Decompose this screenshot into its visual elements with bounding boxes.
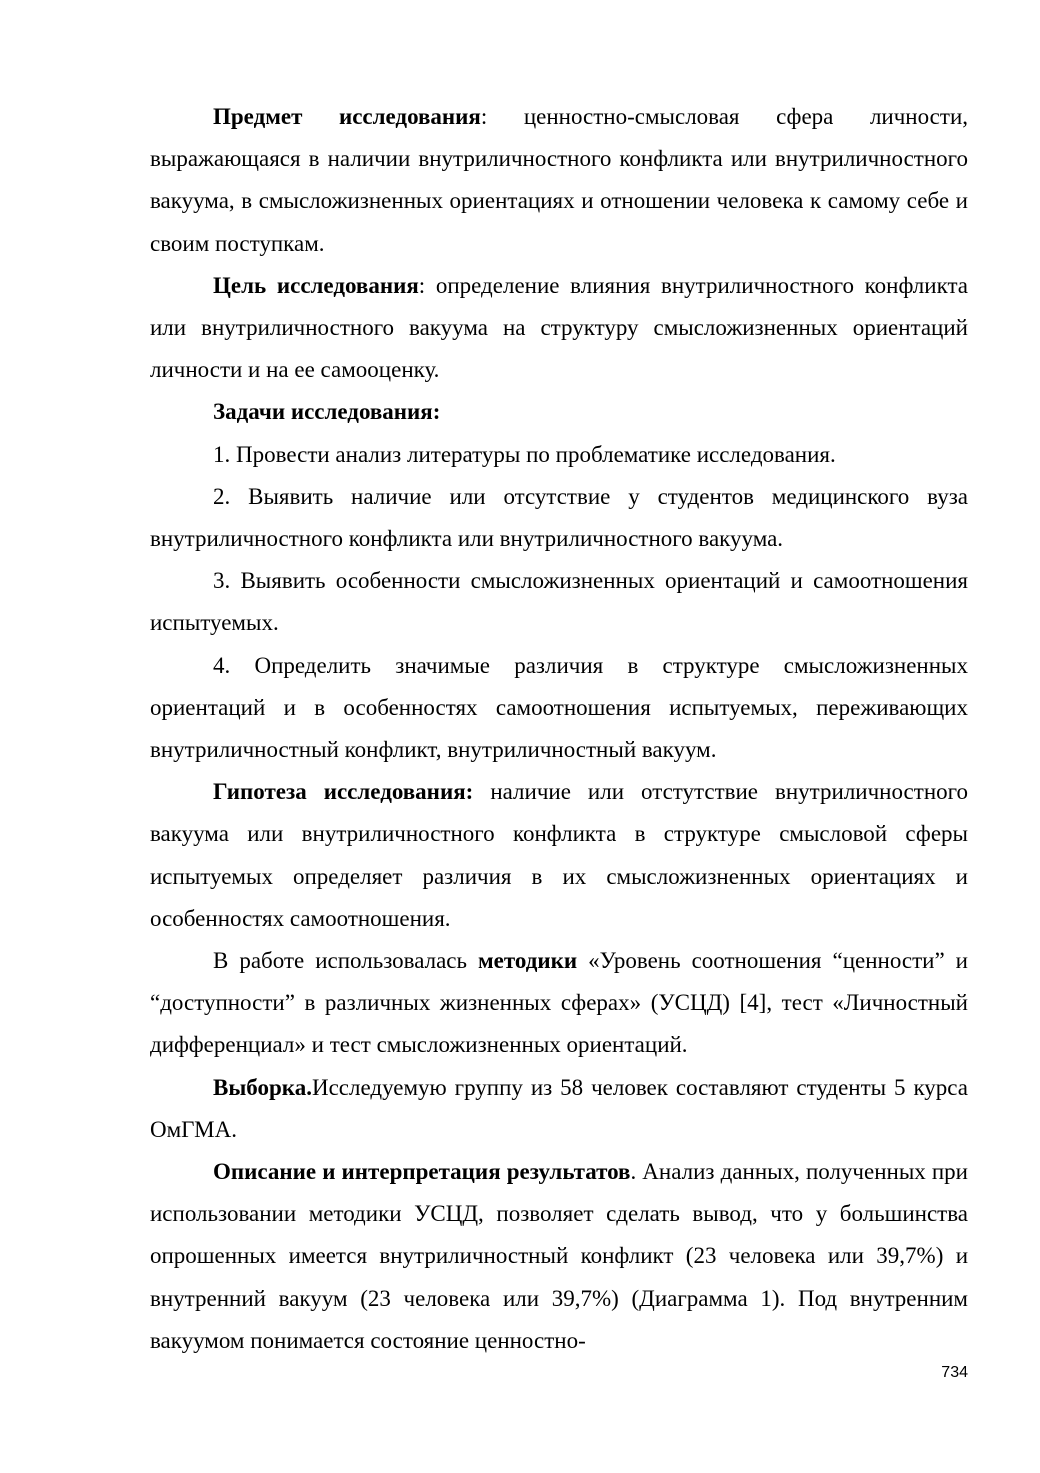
hypothesis-label: Гипотеза исследования: bbox=[213, 779, 474, 805]
task-item-4: 4. Определить значимые различия в структуре смысложизненных ориентаций и в особенностях самоотношения испытуемых, переживающих внутриличностный конфликт, внутриличностный вакуум. bbox=[150, 652, 968, 763]
sample-label: Выборка. bbox=[213, 1074, 312, 1100]
body-text bbox=[150, 96, 968, 1362]
subject-label: Предмет исследования bbox=[213, 104, 481, 129]
results-text: Анализ данных, полученных при использовании методики УСЦД, позволяет сделать вывод, что у большинства опрошенных имеется внутриличностный конфликт (23 человека или 39,7%) и внутренний вакуум (23 человека или 39,7%) (Диаграмма 1). Под внутренним вакуумом понимается состояние ценностно- bbox=[150, 1159, 968, 1353]
tasks-heading-text: Задачи исследования: bbox=[213, 399, 441, 425]
methods-paragraph bbox=[150, 940, 968, 1067]
task-item-1: 1. Провести анализ литературы по проблематике исследования. bbox=[213, 441, 836, 467]
methods-bold: методики bbox=[478, 948, 578, 974]
goal-label: Цель исследования bbox=[213, 272, 419, 298]
sample-paragraph bbox=[150, 1067, 968, 1151]
task-item-2: 2. Выявить наличие или отсутствие у студентов медицинского вуза внутриличностного конфликта или внутриличностного вакуума. bbox=[150, 483, 968, 552]
subject-text: ценностно-смысловая сфера личности, выражающаяся в наличии внутриличностного конфликта или внутриличностного вакуума, в смысложизненных ориентациях и отношении человека к самому себе и своим поступкам. bbox=[150, 104, 968, 256]
results-label: Описание и интерпретация результатов bbox=[213, 1159, 631, 1185]
task-item-3: 3. Выявить особенности смысложизненных ориентаций и самоотношения испытуемых. bbox=[150, 568, 968, 636]
hypothesis-text: наличие или отстутствие внутриличностного вакуума или внутриличностного конфликта в структуре смысловой сферы испытуемых определяет различия в их смысложизненных ориентациях и особенностях самоотношения. bbox=[150, 779, 968, 931]
subject-sep: : bbox=[480, 104, 488, 129]
tasks-heading bbox=[150, 391, 968, 433]
page-number: 734 bbox=[941, 1364, 968, 1381]
goal-text: определение влияния внутриличностного конфликта или внутриличностного вакуума на структуру смысложизненных ориентаций личности и на ее самооценку. bbox=[150, 272, 968, 383]
methods-before: В работе использовалась bbox=[213, 948, 478, 974]
subject-paragraph bbox=[150, 96, 968, 265]
methods-after: «Уровень соотношения “ценности” и “доступности” в различных жизненных сферах» (УСЦД) [4], тест «Личностный дифференциал» и тест смысложизненных ориентаций. bbox=[150, 948, 968, 1058]
results-paragraph bbox=[150, 1151, 968, 1362]
results-sep: . bbox=[630, 1159, 637, 1185]
goal-sep: : bbox=[418, 272, 426, 298]
goal-paragraph bbox=[150, 265, 968, 392]
hypothesis-paragraph bbox=[150, 771, 968, 940]
sample-text: Исследуемую группу из 58 человек составляют студенты 5 курса ОмГМА. bbox=[150, 1074, 968, 1142]
